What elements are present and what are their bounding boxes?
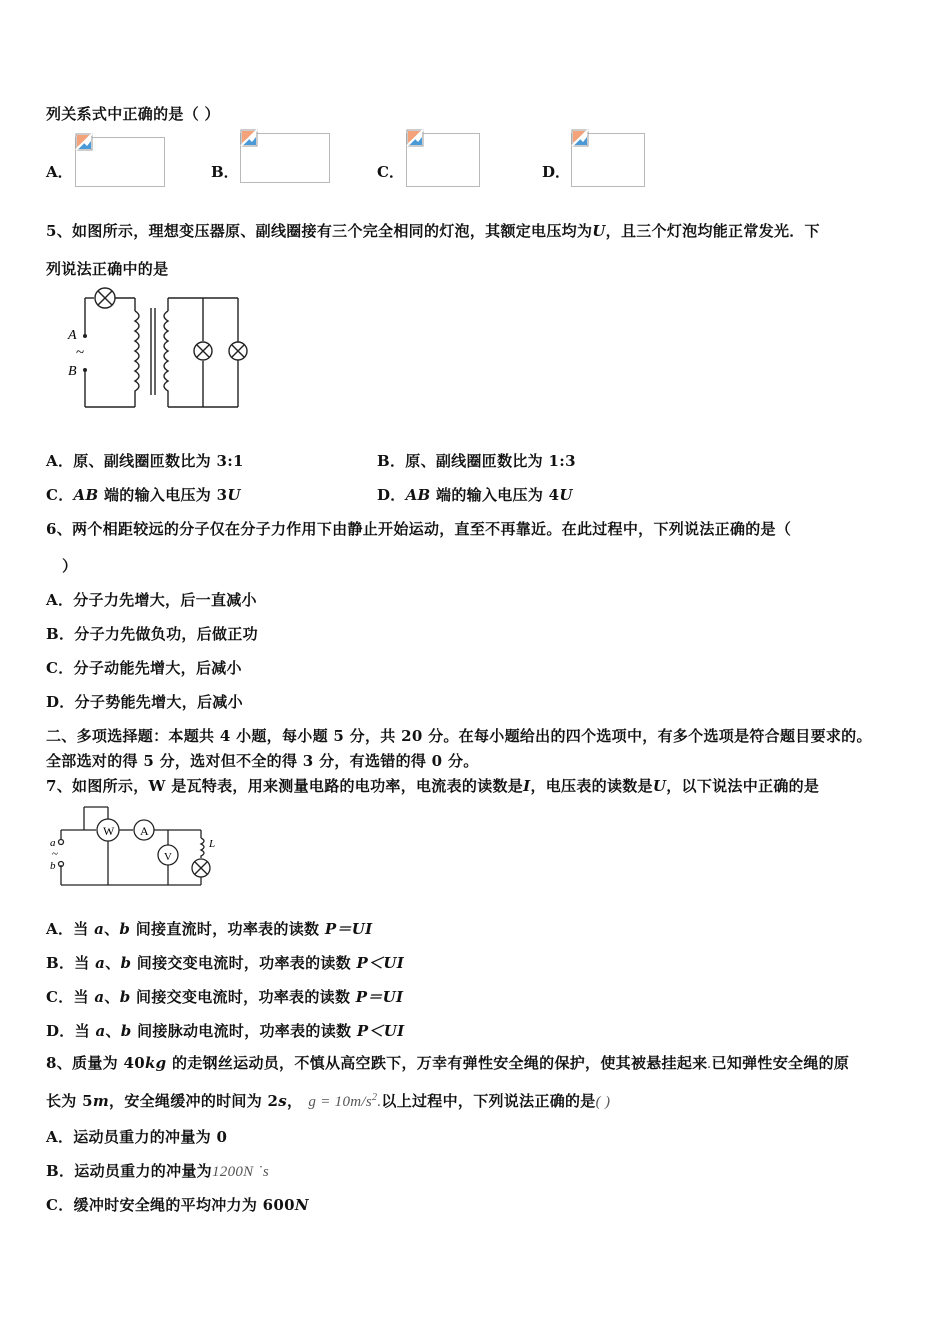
q8-stem-line-1: 8、质量为 40kg 的走钢丝运动员，不慎从高空跌下，万幸有弹性安全绳的保护，使其被悬挂起来.已知弹性安全绳的原 [46, 1054, 850, 1072]
q5-option-d: D．AB 端的输入电压为 4U [377, 486, 573, 504]
ac-source-symbol: ~ [52, 848, 58, 860]
secondary-coil [164, 311, 168, 395]
q4-option-b-image [240, 133, 330, 183]
broken-image-icon [571, 129, 589, 147]
gravity-formula: $g = 10m/s^2$. [308, 1092, 382, 1110]
section-2-heading-line-1: 二、多项选择题：本题共 4 小题，每小题 5 分，共 20 分。在每小题给出的四个选项中，有多个选项是符合题目要求的。 [46, 727, 872, 745]
broken-image-icon [240, 129, 258, 147]
broken-image-icon [75, 133, 93, 151]
q8-option-a: A．运动员重力的冲量为 0 [46, 1128, 228, 1146]
q5-option-a: A．原、副线圈匝数比为 3:1 [46, 452, 244, 470]
q6-option-a: A．分子力先增大，后一直减小 [46, 591, 257, 609]
primary-coil [135, 311, 139, 395]
q8-option-b: B．运动员重力的冲量为1200N ˙s [46, 1162, 269, 1180]
q8-option-c: C．缓冲时安全绳的平均冲力为 600N [46, 1196, 309, 1214]
voltmeter-label: V [164, 851, 172, 863]
q6-option-c: C．分子动能先增大，后减小 [46, 659, 242, 677]
terminal-b-label: B [68, 364, 77, 379]
q4-option-c-label: C． [377, 163, 404, 181]
q5-option-c: C．AB 端的输入电压为 3U [46, 486, 241, 504]
q6-option-b: B．分子力先做负功，后做正功 [46, 625, 258, 643]
q4-option-a-image [75, 137, 165, 187]
q4-option-c-image [406, 133, 480, 187]
terminal-a-label: A [68, 328, 77, 343]
q7-wattmeter-circuit-diagram [46, 805, 226, 890]
impulse-formula: 1200N ˙s [211, 1164, 269, 1180]
ammeter-label: A [140, 824, 149, 838]
q5-stem-line-2: 列说法正确中的是 [46, 260, 169, 278]
q4-option-b-label: B． [211, 163, 239, 181]
question-tail-line: 列关系式中正确的是（ ） [46, 105, 220, 123]
q5-stem-line-1: 5、如图所示，理想变压器原、副线圈接有三个完全相同的灯泡，其额定电压均为U，且三个灯泡均能正常发光．下 [46, 222, 820, 240]
q6-option-d: D．分子势能先增大，后减小 [46, 693, 243, 711]
q6-stem-line-2: ） [62, 557, 78, 575]
q4-option-d-label: D． [542, 163, 571, 181]
wattmeter-label: W [103, 824, 115, 838]
section-2-heading-line-2: 全部选对的得 5 分，选对但不全的得 3 分，有选错的得 0 分。 [46, 752, 479, 770]
q7-option-c: C．当 a、b 间接交变电流时，功率表的读数 P＝UI [46, 988, 404, 1006]
q6-stem-line-1: 6、两个相距较远的分子仅在分子力作用下由静止开始运动，直至不再靠近。在此过程中，下列说法正确的是（ [46, 520, 792, 538]
ac-source-symbol: ~ [76, 345, 85, 361]
q4-option-a-label: A． [46, 163, 73, 181]
q5-option-b: B．原、副线圈匝数比为 1:3 [377, 452, 576, 470]
q5-transformer-circuit-diagram [60, 283, 260, 413]
q7-option-a: A．当 a、b 间接直流时，功率表的读数 P＝UI [46, 920, 373, 938]
inductor-label: L [209, 838, 216, 850]
inductor-coil [201, 838, 204, 858]
terminal-b-label: b [50, 860, 56, 872]
broken-image-icon [406, 129, 424, 147]
q7-option-b: B．当 a、b 间接交变电流时，功率表的读数 P＜UI [46, 954, 405, 972]
q7-option-d: D．当 a、b 间接脉动电流时，功率表的读数 P＜UI [46, 1022, 405, 1040]
terminal-a-label: a [50, 837, 56, 849]
q4-option-d-image [571, 133, 645, 187]
q7-stem: 7、如图所示，W 是瓦特表，用来测量电路的电功率，电流表的读数是I，电压表的读数是U，以下说法中正确的是 [46, 777, 820, 795]
q8-stem-line-2: 长为 5m，安全绳缓冲的时间为 2s， $g = 10m/s^2$.以上过程中，下列说法正确的是( ) [46, 1092, 611, 1110]
